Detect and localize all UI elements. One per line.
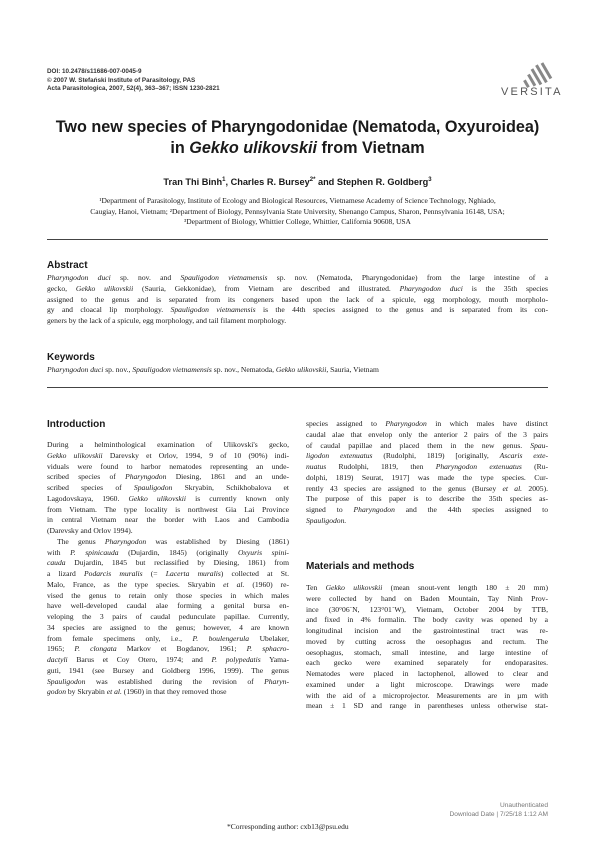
intro-line: scribed species of Spauligodon Skryabin, Schikhobalova et [47,483,289,492]
introduction-heading: Introduction [47,419,106,430]
author-2-affil: 2* [309,177,316,183]
intro-line: from female specimens only, i.e., P. boulengerula Ubelaker, [47,633,289,643]
copyright-text: © 2007 W. Stefański Institute of Parasitology, PAS [47,76,196,84]
abstract-line: gecko, Gekko ulikovskii (Sauria, Gekkonidae), from Vietnam are described and illustrated. Pharyngodon duci is the 35th species [47,283,549,293]
introduction-text [47,440,289,698]
intro-line: signed to Pharyngodon and the 44th species assigned to [306,505,548,514]
author-3: and Stephen R. Goldberg [315,177,429,188]
intro-line: dactyli Barus et Coy Otero, 1974; and P. polypedatis Yama- [47,655,289,664]
divider [47,387,548,388]
intro-line: rently 43 species are assigned to the genus (Bursey et al. 2005). [306,483,549,493]
intro-line: 34 species are assigned to the genus; however, 4 are known [47,622,289,632]
intro-line: Gekko ulikovskii Darevsky et Orlov, 1994, 9 of 10 (90%) indi- [47,450,289,460]
intro-line: During a helminthological examination of Ulikovski's gecko, [47,440,289,449]
journal-citation: Acta Parasitologica, 2007, 52(4), 363–367; ISSN 1230-2821 [47,85,220,93]
watermark-unauthenticated: Unauthenticated [499,802,548,809]
affiliation-line: ¹Department of Parasitology, Institute of Ecology and Biological Resources, Vietnamese Academy of Science Technology, Nghiado, [99,196,496,205]
affiliation-line: ³Department of Biology, Whittier College, Whittier, California 90608, USA [184,217,411,227]
abstract-line: Pharyngodon duci sp. nov. and Spauligodon vietnamensis sp. nov. (Nematoda, Pharyngodonidae) from the large intestine of a [47,273,548,282]
methods-line: were collected by hand on Baden Mountain, Tay Ninh Prov- [306,593,548,603]
methods-line: Ten Gekko ulikovskii (mean snout-vent length 180 ± 20 mm) [306,583,548,592]
intro-line: in central Vietnam near the border with Laos and Cambodia [47,515,289,525]
methods-line: oesophagus, stomach, small intestine, and large intestine of [306,647,548,657]
intro-line: of caudal papillae and placed them in the new genus. Spau- [306,440,548,450]
intro-line: scribed species of Pharyngodon Diesing, 1861 and an unde- [47,472,289,482]
intro-line: dolphi, 1819) Seurat, 1917] was made the type species. Cur- [306,472,548,482]
abstract-text [47,273,548,327]
affiliation-line: Caugiay, Hanoi, Vietnam; ²Department of Biology, Pennsylvania State University, Shenango Campus, Sharon, Pennsylvania 16148, USA; [90,206,505,216]
methods-text [306,583,548,712]
title-prefix: in [170,139,190,157]
intro-line: have well-developed caudal alae forming a genital bursa en- [47,601,289,611]
intro-line: a lizard Podarcis muralis (= Lacerta muralis) collected at St. [47,569,290,578]
abstract-line: gy and cloacal lip morphology. Spauligodon vietnamensis is the 44th species assigned to the genus and is separated from its con- [47,305,549,315]
author-list [40,177,555,187]
intro-line: Malo, France, as the type species. Skryabin et al. (1960) re- [47,579,289,589]
intro-line: (Darevsky and Orlov 1994). [47,526,133,535]
publisher-logo-text: VERSITA [501,86,563,98]
intro-line: The genus Pharyngodon was established by Diesing (1861) [57,536,289,546]
methods-line: mean ± 1 SD and range in parentheses unless otherwise stat- [306,701,548,711]
author-2: , Charles R. Bursey [225,177,310,188]
author-3-affil: 3 [428,177,432,183]
intro-line: Spauligodon was established during the revision of Pharyn- [47,676,289,686]
intro-line: Spauligodon. [306,515,347,525]
methods-line: ince (30°06´N, 123°01´W), Vietnam, October 2004 by TTB, [306,604,548,614]
intro-line: vised the genus to retain only those species in which males [47,590,289,600]
keywords-heading: Keywords [47,352,95,363]
divider [47,239,548,240]
intro-line: The purpose of this paper is to describe the 35th species as- [306,494,548,504]
methods-line: examined under a light microscope. Drawings were made [306,679,548,689]
intro-line: ligodon extenuatus (Rudolphi, 1819) [originally, Ascaris exte- [306,451,549,461]
abstract-line: assigned to the genus and is separated from its congeners based upon the lack of a spicule, egg morphology, mouth morpholo- [47,294,548,304]
intro-line: species assigned to Pharyngodon in which males have distinct [306,419,548,428]
watermark-download-date: Download Date | 7/25/18 1:12 AM [449,811,548,818]
title-suffix: from Vietnam [317,139,425,157]
author-1: Tran Thi Binh [163,177,223,188]
abstract-line: geners by the lack of a spicule, egg morphology, and tail filament morphology. [47,316,287,325]
author-1-affil: 1 [222,177,226,183]
methods-line: moved by cutting across the oesophagus and rectum. The [306,636,548,646]
title-line-1: Two new species of Pharyngodonidae (Nematoda, Oxyuroidea) [55,118,540,136]
article-title [40,117,555,159]
intro-line: nuatus Rudolphi, 1819, then Pharyngodon extenuatus (Ru- [306,462,548,471]
intro-line: from Vietnam. The type locality is northwest Gia Lai Province [47,504,289,514]
intro-line: Lagodovskaya, 1960. Gekko ulikovskii is currently known only [47,493,289,503]
intro-line: godon by Skryabin et al. (1960) in that they removed those [47,687,227,697]
corresponding-author-footnote: *Corresponding author: cxb13@psu.edu [227,822,349,831]
intro-line: veloping the 3 pairs of caudal pedunculate papillae. Currently, [47,612,289,621]
methods-line: with the aid of a microprojector. Measurements are in µm with [306,690,548,700]
intro-line: 1965; P. clongata Markov et Bogdanov, 1961; P. sphacro- [47,644,290,654]
doi-text: DOI: 10.2478/s11686-007-0045-9 [47,68,142,75]
intro-line: caudal alae that envelop only the anterior 2 pairs of the 3 pairs [306,429,548,439]
methods-heading: Materials and methods [306,561,415,572]
intro-line: cauda Dujardin, 1845 but reclassified by Diesing, 1861) from [47,558,289,568]
methods-line: Nematodes were placed in lactophenol, allowed to clear and [306,669,548,678]
keywords-text: Pharyngodon duci sp. nov., Spauligodon vietnamensis sp. nov., Nematoda, Gekko ulikovskii, Sauria, Vietnam [47,365,379,374]
methods-line: and fixed in 4% formalin. The body cavity was opened by a [306,615,548,625]
abstract-heading: Abstract [47,260,88,271]
methods-line: each gecko were examined separately for endoparasites. [306,658,548,668]
introduction-continued [306,419,548,527]
intro-line: guti, 1941 (see Bursey and Goldberg 1996, 1999). The genus [47,665,289,675]
title-line-2 [40,138,555,159]
methods-line: longitudinal incision and the gastrointestinal tract was re- [306,626,548,635]
article-header [47,68,220,94]
intro-line: viduals were found to harbor nematodes representing an unde- [47,461,289,471]
intro-line: with P. spinicauda (Dujardin, 1845) (originally Oxyuris spini- [47,547,289,557]
affiliations [47,196,548,228]
title-species: Gekko ulikovskii [189,139,317,157]
